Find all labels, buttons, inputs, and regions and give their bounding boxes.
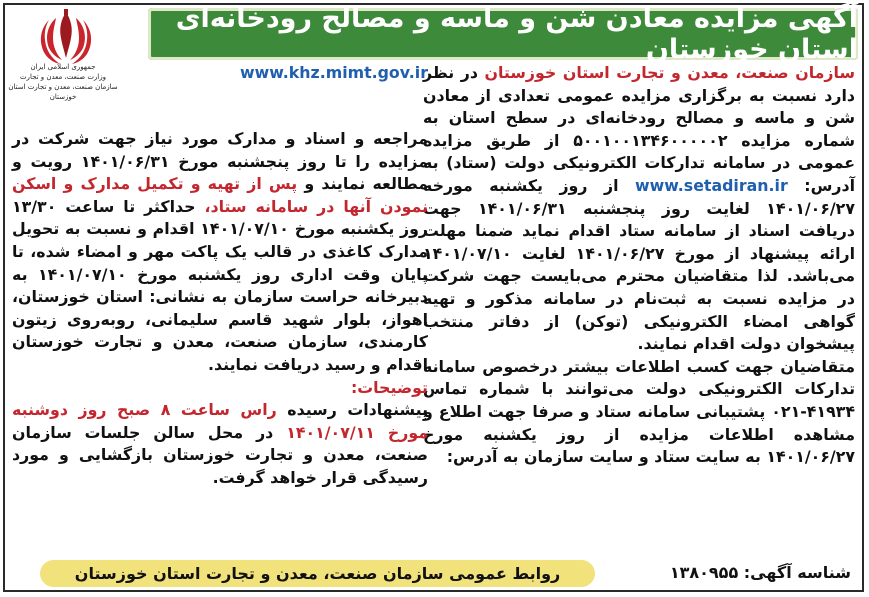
page-title: آگهی مزایده معادن شن و ماسه و مصالح رودخانه‌ای استان خوزستان bbox=[175, 3, 858, 65]
setad-link[interactable]: www.setadiran.ir bbox=[635, 175, 788, 195]
ad-id: شناسه آگهی: ۱۳۸۰۹۵۵ bbox=[669, 563, 851, 582]
right-paragraph-1a: در نظر دارد نسبت به برگزاری مزایده عمومی تعدادی از معادن شن و ماسه و مصالح رودخانه‌ای در سطح استان به شماره مزایده ۵۰۰۱۰۰۱۳۴۶۰۰۰۰۰۲ از طریق مزایده عمومی در سامانه تدارکات الکترونیکی دولت (ستاد) به آدرس: bbox=[423, 63, 856, 195]
title-banner bbox=[148, 3, 858, 65]
mimt-link[interactable]: www.khz.mimt.gov.ir bbox=[240, 63, 428, 82]
left-column bbox=[12, 128, 428, 490]
left-paragraph-1a: مراجعه و اسناد و مدارک مورد نیاز جهت شرکت در مزایده را تا روز پنجشنبه مورخ ۱۴۰۱/۰۶/۳۱ رویت و مطالعه نمایند و bbox=[12, 129, 429, 194]
emblem-caption bbox=[8, 62, 118, 102]
left-paragraph-1-highlight: پس از تهیه و تکمیل مدارک و اسکن نمودن آنها در سامانه ستاد، bbox=[12, 174, 429, 216]
notes-label: توضیحات: bbox=[350, 377, 428, 397]
right-column bbox=[423, 62, 855, 469]
right-paragraph-1b: از روز یکشنبه مورخه ۱۴۰۱/۰۶/۲۷ لغایت روز پنجشنبه ۱۴۰۱/۰۶/۳۱ جهت دریافت اسناد از سامانه ستاد اقدام نماید ضمنا مهلت ارائه پیشنهاد از مورخ ۱۴۰۱/۰۶/۲۷ لغایت ۱۴۰۱/۰۷/۱۰ می‌باشد. لذا متقاضیان محترم می‌بایست جهت شرکت در مزایده نسبت به ثبت‌نام در سامانه مذکور و تهیه گواهی امضاء الکترونیکی (توکن) از دفاتر منتخب پیشخوان دولت اقدام نمایند. bbox=[423, 175, 856, 354]
left-paragraph-2a: پیشنهادات رسیده bbox=[287, 400, 428, 420]
left-column-top bbox=[130, 62, 428, 85]
footer-text: روابط عمومی سازمان صنعت، معدن و تجارت استان خوزستان bbox=[74, 564, 561, 583]
emblem-line-2: وزارت صنعت، معدن و تجارت bbox=[19, 73, 107, 81]
right-paragraph-2: متقاضیان جهت کسب اطلاعات بیشتر درخصوص سامانه تدارکات الکترونیکی دولت می‌توانند با شماره تماس ۴۱۹۳۴-۰۲۱ پشتیبانی سامانه ستاد و صرفا جهت اطلاع و مشاهده اطلاعات مزایده از روز یکشنبه مورخ ۱۴۰۱/۰۶/۲۷ به سایت ستاد و سایت سازمان به آدرس: bbox=[423, 356, 855, 467]
left-paragraph-2-highlight: راس ساعت ۸ صبح روز دوشنبه مورخ ۱۴۰۱/۰۷/۱۱ bbox=[12, 400, 429, 442]
iran-emblem-icon bbox=[31, 8, 101, 66]
left-paragraph-1b: حداکثر تا ساعت ۱۳/۳۰ روز یکشنبه مورخ ۱۴۰۱/۰۷/۱۰ اقدام و نسبت به تحویل مدارک کاغذی در قالب یک پاکت مهر و امضاء شده، تا پایان وقت اداری روز یکشنبه مورخ ۱۴۰۱/۰۷/۱۰ به دبیرخانه حراست سازمان به نشانی: استان خوزستان، اهواز، بلوار شهید قاسم سلیمانی، روبه‌روی زیتون کارمندی، سازمان صنعت، معدن و تجارت خوزستان اقدام و رسید دریافت نمایند. bbox=[12, 196, 428, 374]
org-name: سازمان صنعت، معدن و تجارت استان خوزستان bbox=[484, 63, 855, 82]
emblem-line-1: جمهوری اسلامی ایران bbox=[30, 63, 96, 71]
emblem-line-3: سازمان صنعت، معدن و تجارت استان خوزستان bbox=[8, 83, 118, 101]
footer-banner bbox=[40, 560, 595, 587]
left-paragraph-2b: در محل سالن جلسات سازمان صنعت، معدن و تجارت خوزستان بازگشایی و مورد رسیدگی قرار خواهد گرفت. bbox=[12, 422, 428, 487]
